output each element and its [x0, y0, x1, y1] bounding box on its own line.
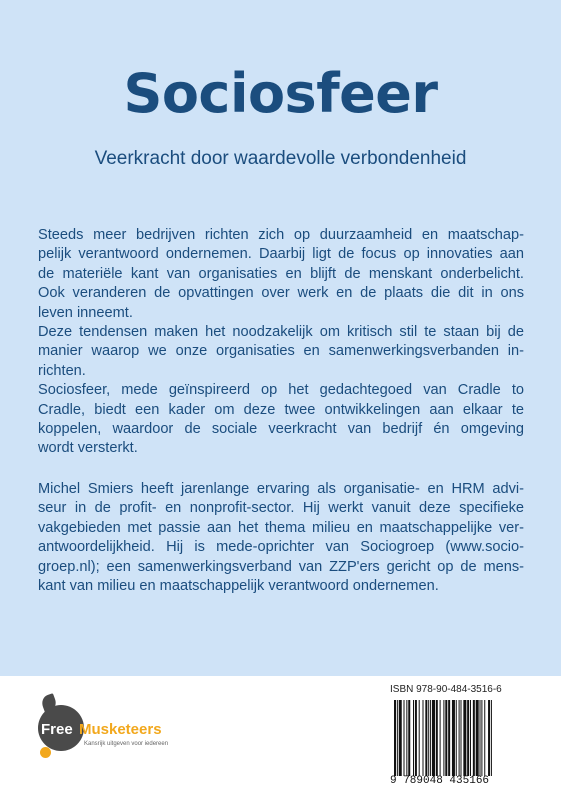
- barcode-stripe: [459, 700, 460, 776]
- bio-line: vakgebieden met passie aan het thema milieu en maatschappelijke ver-: [38, 519, 524, 536]
- bio-line: antwoordelijkheid. Hij is mede-oprichter van Sociogroep (www.socio-: [38, 539, 524, 556]
- barcode-bars: [394, 700, 521, 776]
- barcode-stripe: [415, 700, 417, 776]
- barcode-stripe: [476, 700, 479, 776]
- barcode-stripe: [428, 700, 429, 776]
- blurb-line: Steeds meer bedrijven richten zich op duurzaamheid en maatschap-: [38, 227, 524, 243]
- isbn-number: ISBN 978-90-484-3516-6: [390, 684, 502, 695]
- blurb-line: Deze tendensen maken het noodzakelijk om kritisch stil te staan bij de: [38, 324, 524, 341]
- barcode-stripe: [456, 700, 457, 776]
- barcode-stripe: [470, 700, 471, 776]
- barcode: [390, 684, 525, 794]
- bio-line: groep.nl); een samenwerkingsverband van ZZP'ers gericht op de mens-: [38, 558, 524, 575]
- barcode-stripe: [394, 700, 396, 776]
- barcode-stripe: [432, 700, 435, 776]
- barcode-stripe: [440, 700, 441, 776]
- barcode-stripe: [461, 700, 462, 776]
- barcode-stripe: [467, 700, 469, 776]
- blurb-line: Sociosfeer, mede geïnspireerd op het gedachtegoed van Cradle to: [38, 382, 524, 399]
- blurb-line: de materiële kant van organisaties en blijft de menskant onderbelicht.: [38, 265, 524, 282]
- blurb-line: Cradle, biedt een kader om deze twee ontwikkelingen aan elkaar te: [38, 401, 524, 418]
- barcode-stripe: [399, 700, 402, 776]
- barcode-stripe: [448, 700, 450, 776]
- blurb-line: leven inneemt.: [38, 304, 133, 321]
- barcode-stripe: [408, 700, 410, 776]
- barcode-stripe: [430, 700, 431, 776]
- logo-free-text: Free: [41, 721, 73, 738]
- barcode-stripe: [436, 700, 438, 776]
- barcode-stripe: [484, 700, 485, 776]
- book-title: Sociosfeer: [123, 62, 438, 125]
- barcode-stripe: [452, 700, 455, 776]
- bio-line: kant van milieu en maatschappelijk verantwoord ondernemen.: [38, 578, 439, 595]
- barcode-stripe: [425, 700, 427, 776]
- logo-musketeers-text: Musketeers: [79, 721, 162, 738]
- barcode-stripe: [406, 700, 407, 776]
- blurb-line: Ook veranderen de opvattingen over werk en de plaats die dit in ons: [38, 285, 524, 302]
- publisher-logo: [38, 705, 198, 765]
- blurb-line: richten.: [38, 362, 86, 379]
- barcode-stripe: [491, 700, 492, 776]
- book-subtitle: Veerkracht door waardevolle verbondenheid: [94, 148, 467, 169]
- blurb-line: wordt versterkt.: [38, 440, 138, 457]
- barcode-stripe: [423, 700, 424, 776]
- blurb-line: manier waarop we onze organisaties en samenwerkingsverbanden in-: [38, 343, 524, 360]
- barcode-stripe: [463, 700, 466, 776]
- barcode-stripe: [443, 700, 444, 776]
- barcode-stripe: [488, 700, 490, 776]
- barcode-digits: 9 789048 435166: [390, 775, 490, 787]
- author-bio: [38, 480, 524, 596]
- barcode-stripe: [481, 700, 482, 776]
- barcode-stripe: [404, 700, 405, 776]
- barcode-stripe: [397, 700, 398, 776]
- bio-line: seur in de profit- en nonprofit-sector. Hij werkt vanuit deze specifieke: [38, 500, 524, 517]
- blurb-line: koppelen, waardoor de sociale veerkracht van bedrijf én omgeving: [38, 421, 524, 438]
- bio-line: Michel Smiers heeft jarenlange ervaring als organisatie- en HRM advi-: [38, 481, 524, 497]
- barcode-stripe: [445, 700, 447, 776]
- blurb-text: [38, 226, 524, 459]
- logo-dot: [40, 747, 51, 758]
- barcode-stripe: [419, 700, 420, 776]
- barcode-stripe: [473, 700, 475, 776]
- barcode-stripe: [413, 700, 414, 776]
- blurb-line: pelijk verantwoord ondernemen. Daarbij ligt de focus op innovaties aan: [38, 246, 524, 263]
- barcode-stripe: [480, 700, 481, 776]
- logo-tagline: Kansrijk uitgeven voor iedereen: [84, 741, 169, 747]
